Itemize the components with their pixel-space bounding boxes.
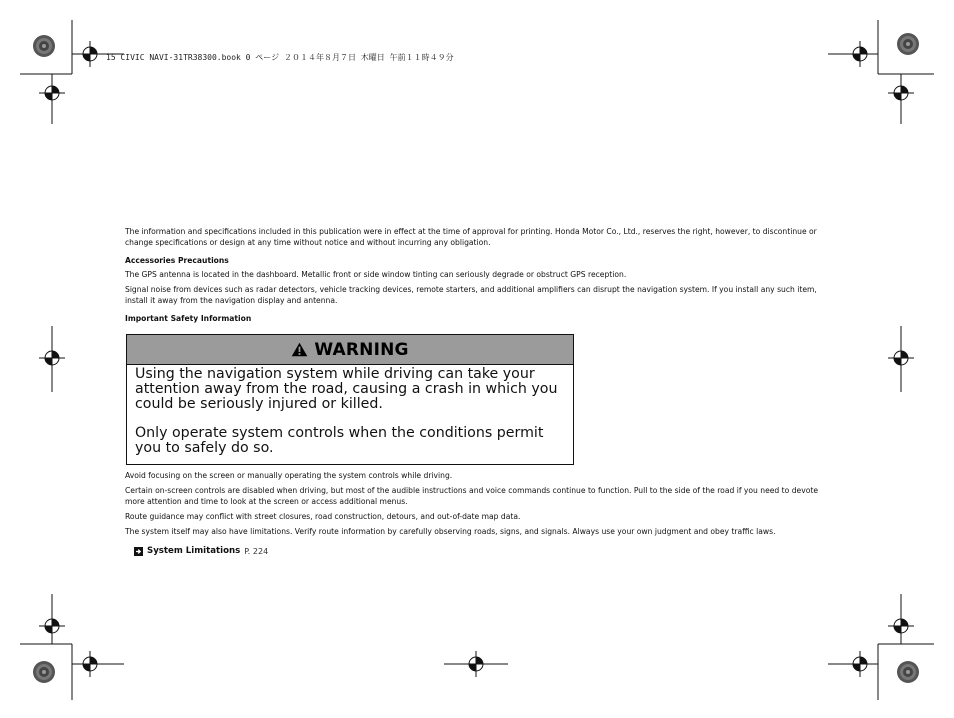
xref-page-number: P. 224 [244,546,269,556]
registration-mark-icon [33,661,55,683]
warning-paragraph-1: Using the navigation system while driving can take your attention away from the road, causing a crash in which you could be seriously injured or killed. [135,366,558,412]
body-paragraph-2: Certain on-screen controls are disabled when driving, but most of the audible instructions and voice commands continue to function. Pull to the side of the road if you need to devote more attention and time to look at the screen or access additional menus. [125,486,818,506]
registration-mark-icon [897,33,919,55]
body-paragraph-4: The system itself may also have limitations. Verify route information by carefully observing roads, signs, and signals. Always use your own judgment and obey traffic laws. [125,527,776,536]
warning-paragraph-2: Only operate system controls when the conditions permit you to safely do so. [135,425,544,456]
xref-label: System Limitations [147,546,241,556]
accessories-heading: Accessories Precautions [125,256,229,265]
system-limitations-link[interactable] [134,546,268,556]
warning-title: WARNING [314,339,409,360]
warning-triangle-icon [291,342,308,357]
safety-heading: Important Safety Information [125,314,252,323]
registration-mark-icon [897,661,919,683]
registration-mark-icon [33,35,55,57]
body-paragraph-1: Avoid focusing on the screen or manually operating the system controls while driving. [125,471,453,480]
accessories-paragraph-2: Signal noise from devices such as radar detectors, vehicle tracking devices, remote starters, and additional amplifiers can disrupt the navigation system. If you install any such item, install it away from the navigation display and antenna. [125,285,817,305]
print-slug: 15 CIVIC NAVI-31TR38300.book 0 ページ ２０１４年８月７日 木曜日 午前１１時４９分 [106,53,454,62]
warning-body [127,365,573,456]
warning-box [126,334,574,465]
warning-header [127,335,573,365]
arrow-right-icon [134,547,143,556]
body-paragraph-3: Route guidance may conflict with street closures, road construction, detours, and out-of-date map data. [125,512,521,521]
accessories-paragraph-1: The GPS antenna is located in the dashboard. Metallic front or side window tinting can seriously degrade or obstruct GPS reception. [125,270,627,279]
intro-paragraph: The information and specifications included in this publication were in effect at the time of approval for printing. Honda Motor Co., Ltd., reserves the right, however, to discontinue or change specifications or design at any time without notice and without incurring any obligation. [125,227,817,247]
